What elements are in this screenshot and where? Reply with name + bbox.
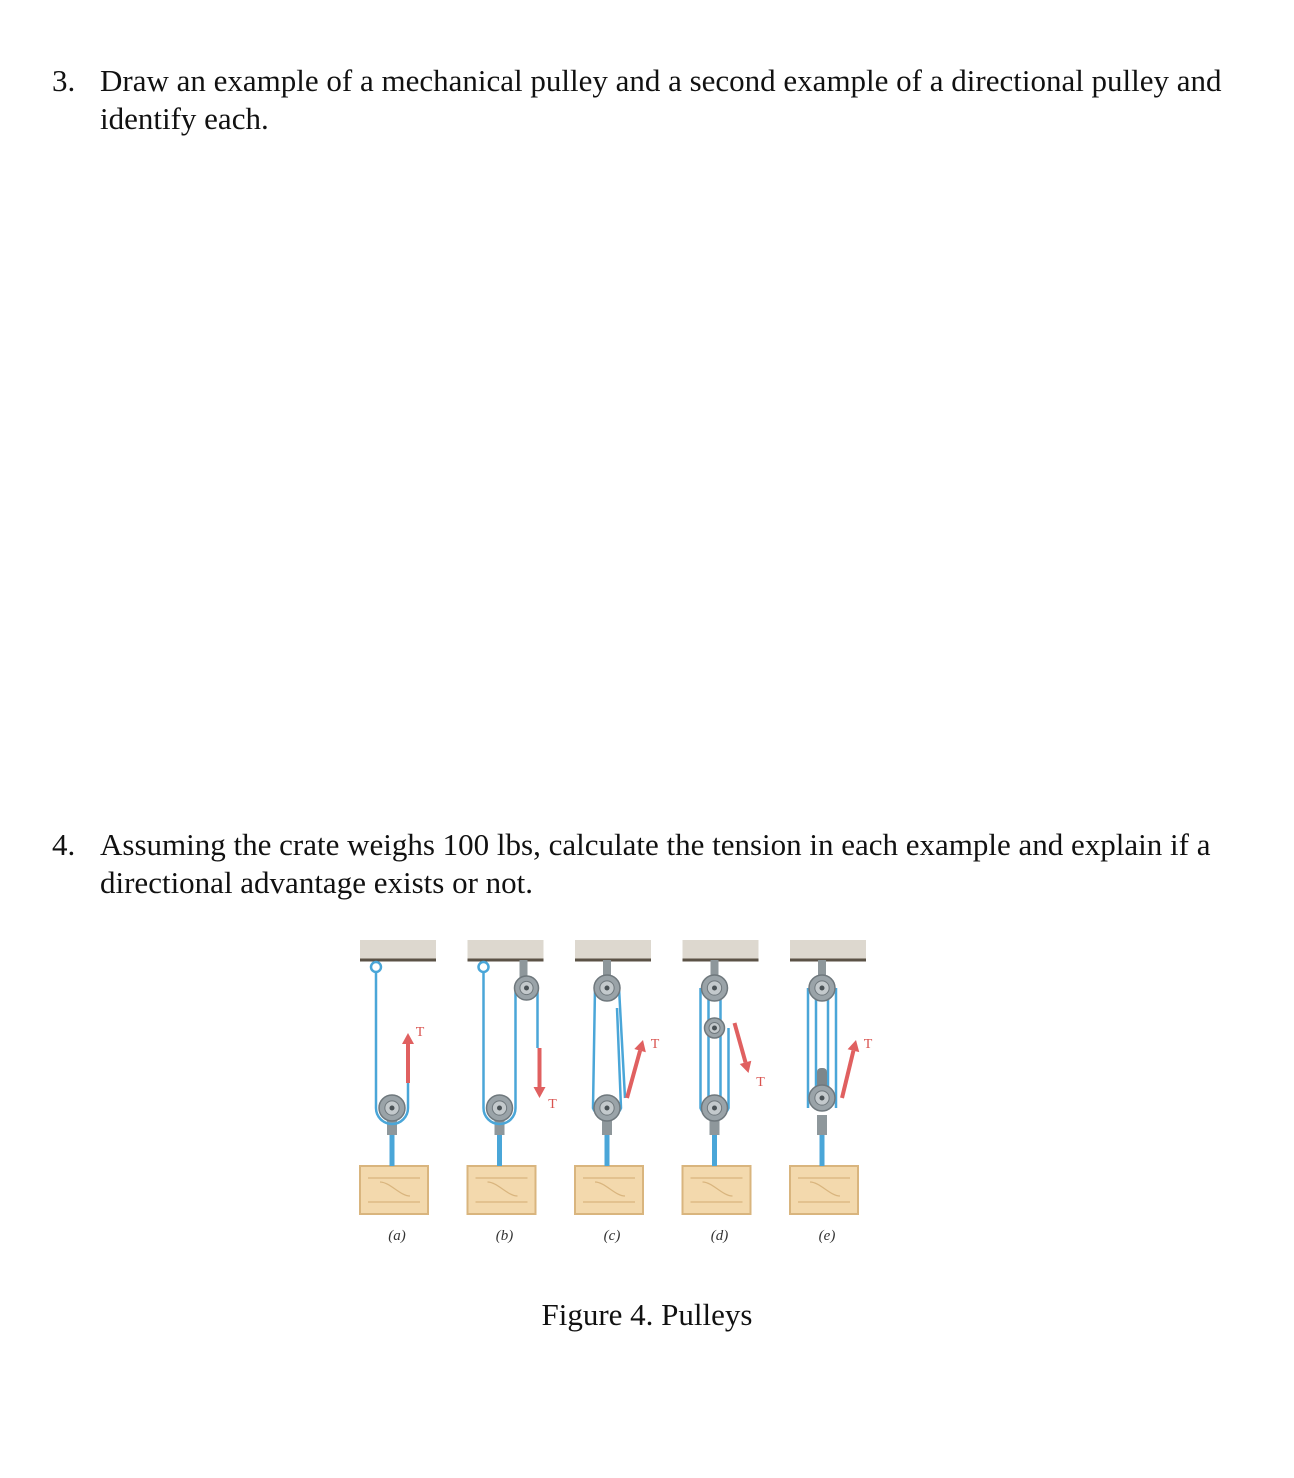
panel-label: (c): [603, 1228, 621, 1244]
tension-label: T: [863, 1037, 873, 1052]
ceiling: [683, 940, 759, 960]
tension-label: T: [548, 1097, 557, 1112]
panel-label: (e): [818, 1228, 836, 1244]
ceiling: [468, 940, 544, 960]
question-number: 4.: [52, 827, 76, 862]
pulley-axle: [497, 1106, 502, 1111]
pulley-axle: [820, 986, 825, 991]
panel-label: (d): [710, 1228, 729, 1244]
tension-arrow-head: [402, 1033, 414, 1044]
question-3: [52, 62, 1242, 138]
crate: [360, 1166, 428, 1214]
pulley-axle: [712, 986, 717, 991]
tension-arrow-shaft: [627, 1051, 640, 1098]
anchor-hook: [479, 962, 489, 972]
crate: [683, 1166, 751, 1214]
question-number: 3.: [52, 63, 76, 98]
pulley-axle: [390, 1106, 395, 1111]
crate: [575, 1166, 643, 1214]
question-text: Assuming the crate weighs 100 lbs, calculate the tension in each example and explain if a directional advantage exists or not.: [100, 827, 1211, 900]
tension-label: T: [650, 1037, 660, 1052]
pulley-axle: [712, 1026, 717, 1031]
pulley-figure: [350, 930, 890, 1260]
figure-caption: Figure 4. Pulleys: [541, 1297, 753, 1332]
pulley-axle: [524, 986, 529, 991]
ceiling: [360, 940, 436, 960]
tension-label: T: [756, 1075, 765, 1090]
pulley-axle: [605, 986, 610, 991]
pulley-panel-e: [790, 940, 873, 1244]
pulley-panel-a: [360, 940, 436, 1244]
tension-arrow-head: [848, 1040, 860, 1052]
tension-arrow-head: [740, 1061, 752, 1073]
pulley-panel-b: [468, 940, 558, 1244]
ceiling: [790, 940, 866, 960]
tension-arrow-shaft: [842, 1051, 853, 1098]
pulley-panel-c: [575, 940, 660, 1244]
tension-arrow-head: [634, 1040, 646, 1052]
tension-arrow-head: [534, 1087, 546, 1098]
question-text: Draw an example of a mechanical pulley and a second example of a directional pulley and identify each.: [100, 63, 1222, 136]
panel-label: (b): [495, 1228, 514, 1244]
pulley-axle: [820, 1096, 825, 1101]
pulley-bracket: [817, 1115, 827, 1135]
ceiling: [575, 940, 651, 960]
panel-label: (a): [388, 1228, 406, 1244]
crate: [790, 1166, 858, 1214]
tension-arrow-shaft: [735, 1023, 746, 1062]
pulley-axle: [605, 1106, 610, 1111]
pulley-axle: [712, 1106, 717, 1111]
crate: [468, 1166, 536, 1214]
question-4: [52, 826, 1242, 902]
anchor-hook: [371, 962, 381, 972]
tension-label: T: [415, 1025, 425, 1040]
pulley-panel-d: [683, 940, 766, 1244]
